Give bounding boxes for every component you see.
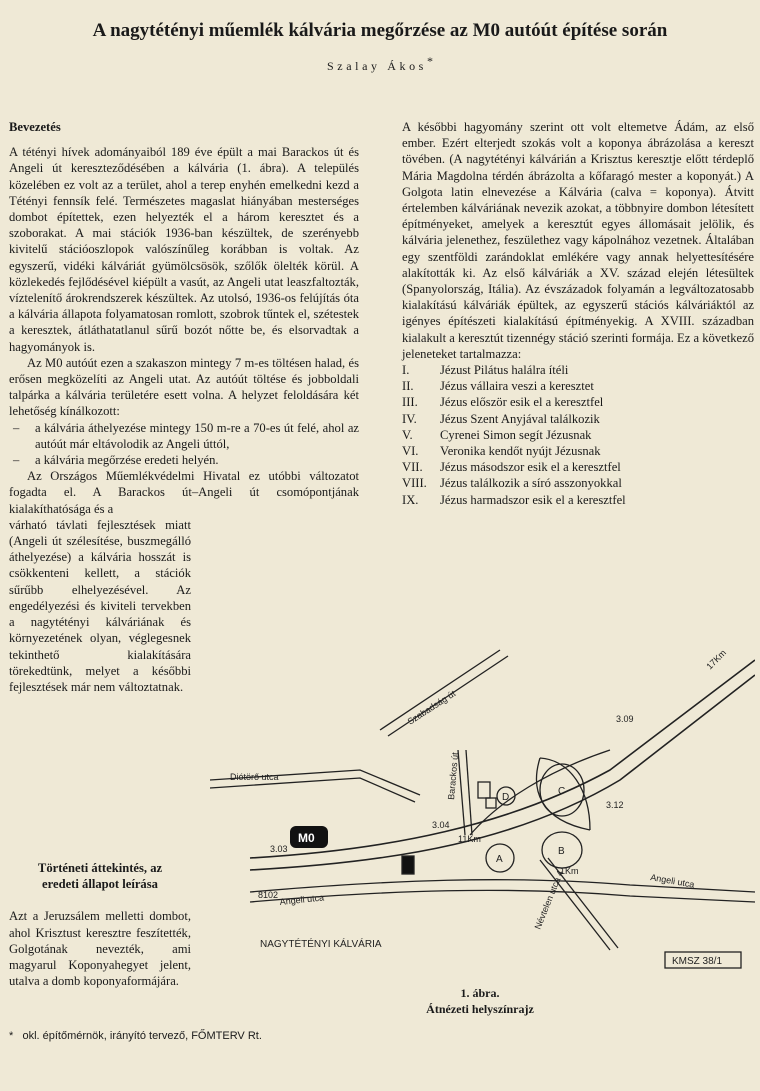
paragraph: A tétényi hívek adományaiból 189 éve épült a mai Barackos út és Angeli út kereszteződésében a kálvária (1. ábra). A település közelében ez volt az a terület, ahol a terep enyhén emelkedni kezd a Tétényi fennsík felé. Természetes magaslat hiányában mesterséges dombot építettek, ezen helyezték el a három keresztet és a szoborakat. A mai stációk 1936-ban készültek, de szerényebb kivitelű stációoszlopok valószínűleg korábban is voltak. Az egyszerű, vidéki kálváriát gyümölcsösök, szőlők ölelték körül. A közlekedés fejlődésével kiépült a vasút, az Angeli utat leaszfaltozták, víztelenítő árokrendszerek készültek. Az utolsó, 1936-os felújítás óta a kálvária állapota folyamatosan romlott, szobrok tűntek el, szétestek a keresztek, átláthatatlanul sűrű bozót nőtte be, és elsorvadtak a hagyományok is.	[9, 145, 359, 354]
author: Szalay Ákos*	[327, 54, 433, 73]
map-label-barackos: Barackos út	[446, 751, 461, 801]
map-label-angeli-right: Angeli utca	[649, 872, 696, 890]
map-label-m0: M0	[298, 831, 315, 845]
map-label-nevtelen: Névtelen utca 4	[532, 869, 566, 931]
map-label-C: C	[558, 786, 566, 797]
site-plan-map	[210, 630, 755, 970]
station-item: VII. Jézus másodszor esik el a keresztfel	[402, 460, 621, 475]
map-label-11km: 11Km	[458, 834, 481, 844]
map-label-304: 3.04	[432, 820, 450, 830]
map-label-A: A	[496, 854, 503, 865]
map-label-kmsz: KMSZ 38/1	[672, 956, 723, 967]
map-label-dioterg: Diótörő utca	[230, 772, 279, 782]
map-label-szabadsag: Szabadság út	[405, 688, 458, 727]
map-label-303: 3.03	[270, 844, 288, 854]
left-column	[9, 119, 359, 695]
station-item: III. Jézus először esik el a keresztfel	[402, 395, 604, 410]
station-item: VIII. Jézus találkozik a síró asszonyokkal	[402, 476, 622, 491]
map-label-kalvaria: NAGYTÉTÉNYI KÁLVÁRIA	[260, 939, 382, 950]
paragraph: várható távlati fejlesztések miatt (Angeli út szélesítése, buszmegálló áthelyezése) a kálvária hosszát is csökkenteni kellett, a stációk sűrűbb elhelyezésével. Az engedélyezési és kiviteli tervekben a nagytétényi kálváriának és környezetének olyan, véglegesnek tekinthető kialakítására törekedtünk, melyet a későbbi fejlesztések már nem változtatnak.	[9, 517, 191, 694]
figure-caption: 1. ábra. Átnézeti helyszínrajz	[426, 986, 534, 1016]
map-label-angeli-left: Angeli utca	[279, 892, 325, 907]
section-history	[9, 860, 191, 1002]
map-label-D: D	[502, 792, 510, 803]
stations-list	[402, 362, 754, 508]
map-label-B: B	[558, 846, 565, 857]
station-item: V. Cyrenei Simon segít Jézusnak	[402, 427, 592, 442]
paragraph: Azt a Jeruzsálem melletti dombot, ahol Krisztust keresztre feszítették, Golgotának nevezték, ami magyarul Koponyahegyet jelent, utalva a domb koponyaformájára.	[9, 909, 191, 989]
right-column	[402, 119, 754, 508]
paragraph: Az Országos Műemlékvédelmi Hivatal ez utóbbi változatot fogadta el. A Barackos út–Angeli út csomópontjának kialakíthatósága és a	[9, 469, 359, 516]
station-item: IV. Jézus Szent Anyjával találkozik	[402, 411, 600, 426]
paragraph: A későbbi hagyomány szerint ott volt eltemetve Ádám, az első ember. Ezért elterjedt szokás volt a koponya ábrázolása a kereszt tövében. (A nagytétényi kálvárián a Krisztus keresztje előtt térdeplő Mária Magdolna térdén ábrázolta a kőfaragó mester a koponyát.) A Golgota latin elnevezése a Kálvária (calva = koponya). Átvitt értelemben kálváriának nevezik azokat, a többnyire dombon létesített építményeket, amelyek a keresztút egyes állomásait jelölik, és kálvária jelenethez, feszülethez vagy kápolnához vezetnek. Általában egy szentföldi zarándoklat emlékére vagy annak helyettesítésére alakították ki. Az első kálváriák a XV. század elején létesültek (Spanyolország, Itália). Az évszázadok folyamán a legváltozatosabb kialakítású kálváriák épültek, az egyszerű stációs kálváriáktól az igényes építészeti kialakítású építményekig. A XVIII. században kialakult a keresztút tizennégy stáció szerinti formája. Ez a következő jeleneteket tartalmazza:	[402, 120, 754, 361]
station-item: I. Jézust Pilátus halálra ítéli	[402, 363, 569, 378]
option-item: – a kálvária megőrzése eredeti helyén.	[13, 453, 219, 468]
station-item: II. Jézus vállaira veszi a keresztet	[402, 379, 594, 394]
footnote: * okl. építőmérnök, irányító tervező, FŐMTERV Rt.	[9, 1030, 262, 1042]
paragraph: Az M0 autóút ezen a szakaszon mintegy 7 m-es töltésen halad, és erősen megközelíti az Angeli utat. Az autóút töltése és jobboldali talpárka a kálvária területére esett volna. A helyzet feloldására két lehetőség kínálkozott:	[9, 355, 359, 419]
article-title: A nagytétényi műemlék kálvária megőrzése az M0 autóút építése során	[92, 20, 668, 41]
map-label-309: 3.09	[616, 714, 634, 724]
map-label-312: 3.12	[606, 800, 624, 810]
map-label-8102: 8102	[258, 890, 279, 900]
section-heading-history: Történeti áttekintés, az eredeti állapot leírása	[37, 861, 163, 892]
option-item: – a kálvária áthelyezése mintegy 150 m-re a 70-es út felé, ahol az autóút már eltávolodik az Angeli úttól,	[13, 420, 359, 451]
section-heading-intro: Bevezetés	[9, 120, 61, 134]
map-label-17km: 17Km	[704, 647, 729, 672]
station-item: IX. Jézus harmadszor esik el a keresztfel	[402, 492, 626, 507]
map-label-1km: 1Km	[560, 866, 579, 876]
station-item: VI. Veronika kendőt nyújt Jézusnak	[402, 444, 601, 459]
